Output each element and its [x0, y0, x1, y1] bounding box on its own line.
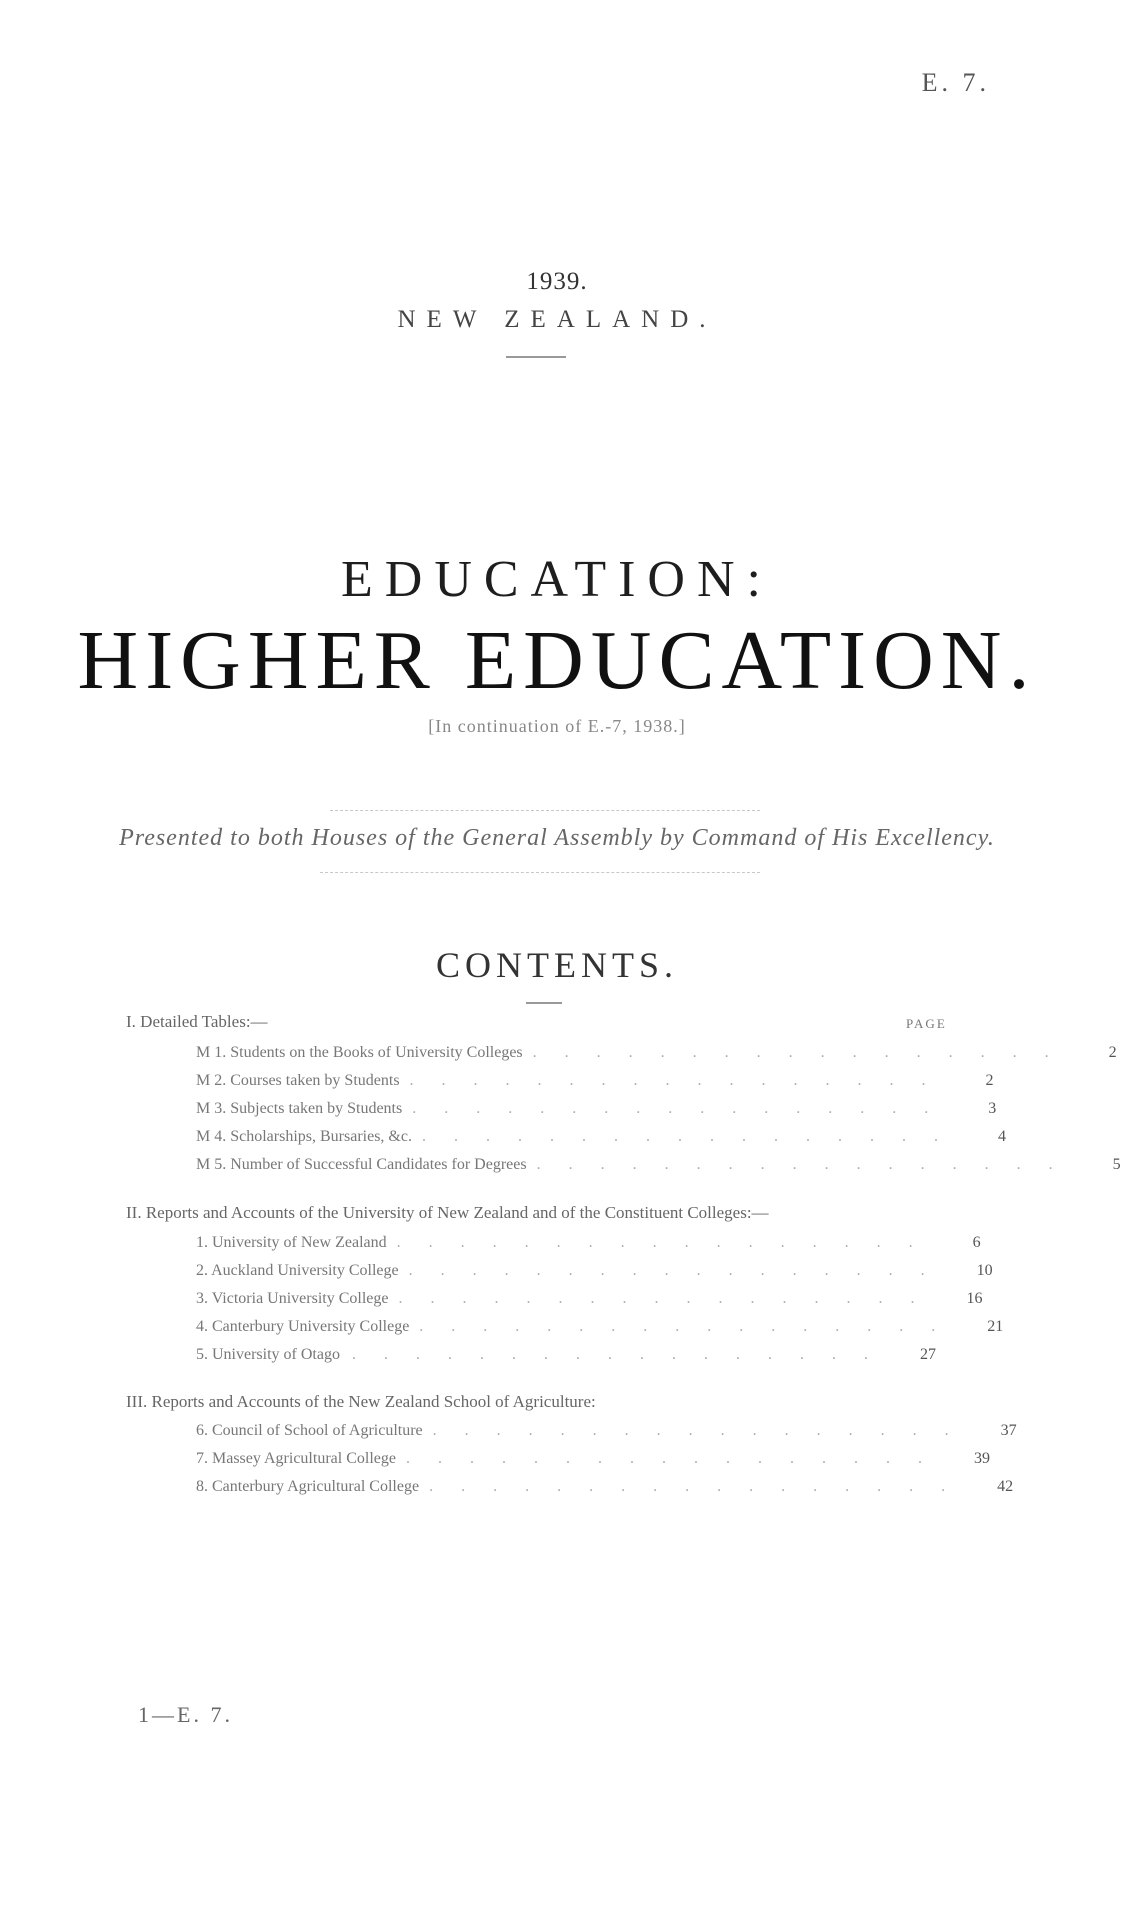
entry-label: M 2. Courses taken by Students: [196, 1072, 400, 1089]
entry-page: 5: [1112, 1156, 1121, 1173]
contents-entry: [196, 1072, 994, 1090]
entry-page: 27: [920, 1346, 936, 1363]
continuation-note: [In continuation of E.-7, 1938.]: [428, 716, 686, 736]
leader-dots: .................: [398, 1290, 943, 1307]
divider: [506, 356, 566, 358]
entry-label: M 5. Number of Successful Candidates for Degrees: [196, 1156, 527, 1173]
title-line-2: HIGHER EDUCATION.: [77, 614, 1037, 707]
presented-statement: Presented to both Houses of the General Assembly by Command of His Excellency.: [119, 825, 995, 851]
contents-entry: [196, 1128, 1006, 1146]
contents-heading: CONTENTS.: [436, 945, 678, 985]
entry-label: M 4. Scholarships, Bursaries, &c.: [196, 1128, 412, 1145]
entry-label: 4. Canterbury University College: [196, 1318, 410, 1335]
contents-section-heading: III. Reports and Accounts of the New Zealand School of Agriculture:: [126, 1392, 596, 1411]
leader-dots: .................: [532, 1044, 1077, 1061]
contents-entry: [196, 1290, 983, 1308]
entry-label: 7. Massey Agricultural College: [196, 1450, 396, 1467]
leader-dots: .................: [405, 1450, 950, 1467]
divider: [330, 810, 760, 811]
entry-page: 4: [997, 1128, 1006, 1145]
entry-page: 3: [988, 1100, 997, 1117]
leader-dots: .................: [421, 1128, 966, 1145]
contents-entry: [196, 1234, 981, 1252]
leader-dots: .................: [429, 1478, 974, 1495]
contents-entry: [196, 1478, 1014, 1496]
document-reference-top: E. 7.: [921, 68, 990, 97]
contents-entry: [196, 1262, 993, 1280]
contents-entry: [196, 1318, 1004, 1336]
entry-label: 8. Canterbury Agricultural College: [196, 1478, 420, 1495]
contents-section-heading: I. Detailed Tables:—: [126, 1012, 268, 1031]
page-column-label: PAGE: [906, 1016, 947, 1031]
entry-page: 6: [972, 1234, 981, 1251]
entry-page: 39: [973, 1450, 990, 1467]
entry-label: M 3. Subjects taken by Students: [196, 1100, 403, 1117]
leader-dots: .................: [409, 1072, 954, 1089]
entry-label: 1. University of New Zealand: [196, 1234, 387, 1251]
entry-page: 2: [1108, 1044, 1117, 1061]
leader-dots: .................: [536, 1156, 1081, 1173]
entry-label: 3. Victoria University College: [196, 1290, 389, 1307]
title-line-1: EDUCATION:: [341, 551, 773, 608]
leader-dots: .................: [419, 1318, 964, 1335]
entry-page: 21: [987, 1318, 1004, 1335]
year: 1939.: [526, 268, 588, 295]
leader-dots: .................: [408, 1262, 953, 1279]
entry-page: 37: [1000, 1422, 1017, 1439]
divider: [320, 872, 760, 873]
entry-label: 2. Auckland University College: [196, 1262, 399, 1279]
contents-entry: [196, 1450, 990, 1468]
contents-entry: [196, 1100, 997, 1118]
entry-label: M 1. Students on the Books of University Colleges: [196, 1044, 523, 1061]
document-reference-bottom: 1—E. 7.: [138, 1702, 233, 1727]
entry-label: 5. University of Otago: [196, 1346, 340, 1363]
contents-section-heading: II. Reports and Accounts of the University of New Zealand and of the Constituent Colleges:—: [126, 1203, 769, 1222]
entry-page: 42: [997, 1478, 1014, 1495]
leader-dots: .................: [396, 1234, 941, 1251]
contents-entry: [196, 1346, 936, 1364]
entry-page: 2: [985, 1072, 994, 1089]
country-name: NEW ZEALAND.: [397, 306, 717, 333]
divider: [526, 1002, 562, 1004]
contents-entry: [196, 1422, 1017, 1440]
entry-page: 10: [976, 1262, 993, 1279]
leader-dots: .................: [432, 1422, 977, 1439]
contents-entry: [196, 1044, 1117, 1062]
contents-entry: [196, 1156, 1121, 1174]
entry-page: 16: [966, 1290, 983, 1307]
leader-dots: .................: [352, 1346, 896, 1363]
leader-dots: .................: [412, 1100, 957, 1117]
entry-label: 6. Council of School of Agriculture: [196, 1422, 423, 1439]
